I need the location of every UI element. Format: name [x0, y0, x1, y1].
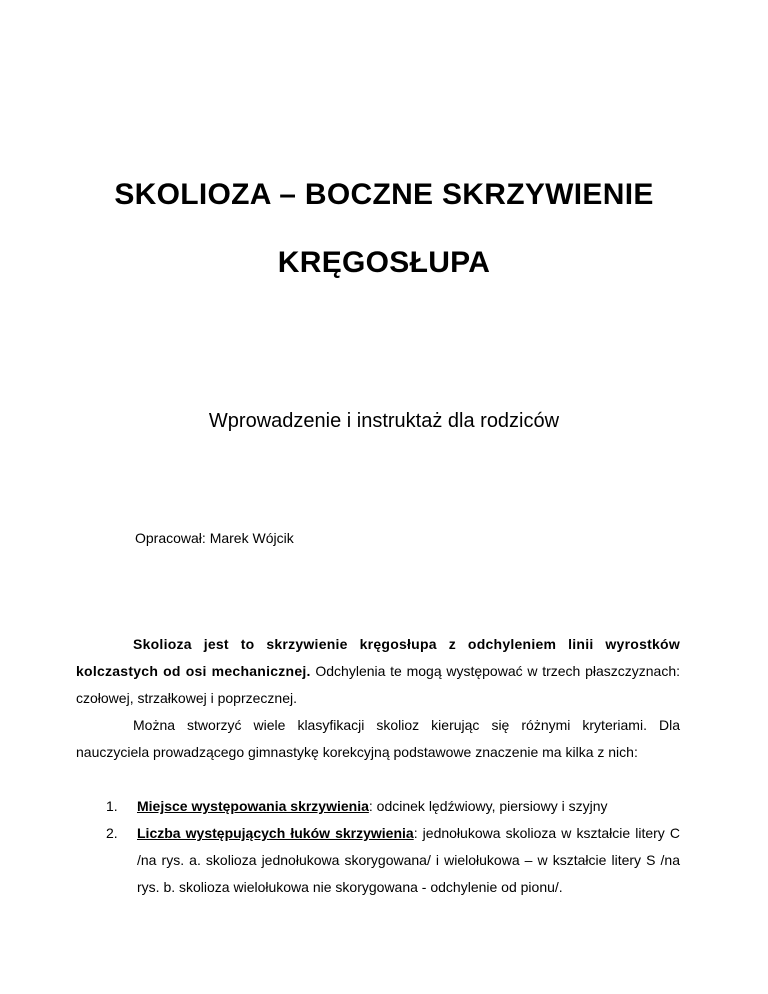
list-item-term: Liczba występujących łuków skrzywienia	[137, 825, 414, 841]
list-item-number: 2.	[106, 825, 118, 841]
list-item	[76, 820, 680, 901]
paragraph-classification: Można stworzyć wiele klasyfikacji skolioz kierując się różnymi kryteriami. Dla nauczyciela prowadzącego gimnastykę korekcyjną podstawowe znaczenie ma kilka z nich:	[76, 717, 680, 760]
list-item-text: : jednołukowa skolioza w kształcie litery C /na rys. a. skolioza jednołukowa skorygowana/ i wielołukowa – w kształcie litery S /na rys. b. skolioza wielołukowa nie skorygowana - odchylenie od pionu/.	[137, 825, 680, 895]
definition-bold-text: Skolioza jest to skrzywienie kręgosłupa z odchyleniem linii wyrostków kolczastych od osi mechanicznej.	[76, 636, 680, 679]
list-item-number: 1.	[106, 798, 118, 814]
author-line: Opracował: Marek Wójcik	[135, 530, 294, 546]
list-item	[76, 793, 680, 820]
document-subtitle: Wprowadzenie i instruktaż dla rodziców	[208, 410, 560, 432]
document-title-line-2: KRĘGOSŁUPA	[277, 246, 491, 279]
document-title-line-1: SKOLIOZA – BOCZNE SKRZYWIENIE	[114, 178, 654, 211]
paragraph-definition	[76, 631, 680, 712]
classification-list	[76, 793, 680, 901]
list-item-text: : odcinek lędźwiowy, piersiowy i szyjny	[368, 798, 608, 814]
definition-rest-text: Odchylenia te mogą występować w trzech płaszczyznach: czołowej, strzałkowej i poprzecznej.	[76, 663, 680, 706]
list-item-term: Miejsce występowania skrzywienia	[137, 798, 369, 814]
